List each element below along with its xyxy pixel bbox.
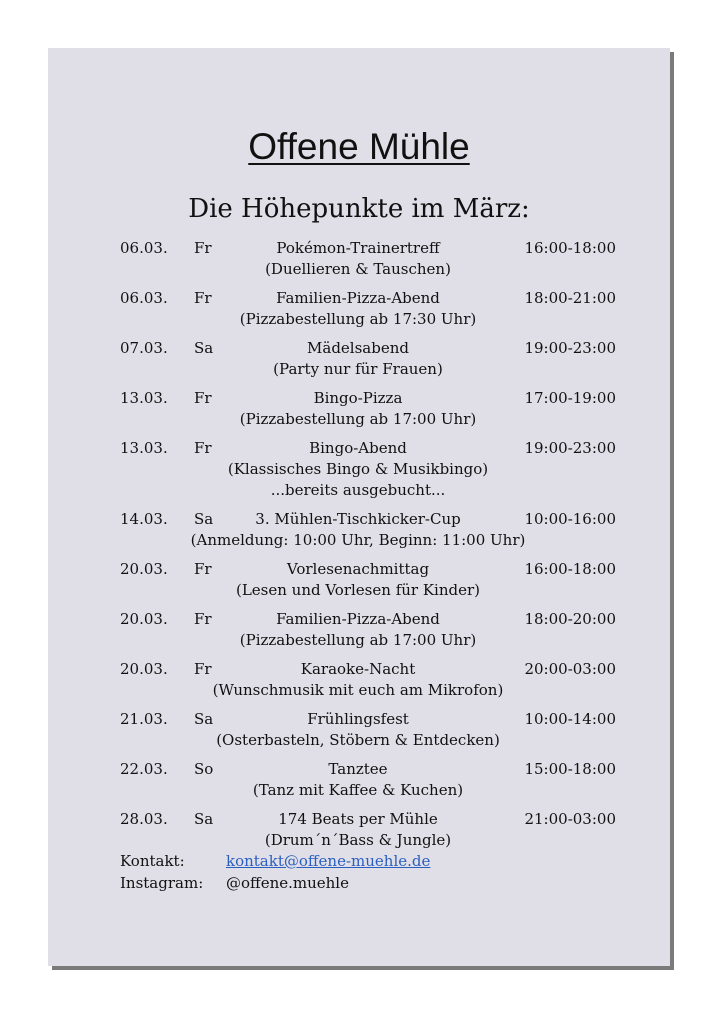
event-description: (Drum´n´Bass & Jungle) — [264, 831, 452, 849]
event-date: 06.03. — [120, 289, 168, 307]
event-day: Sa — [194, 710, 214, 728]
event-day: Sa — [194, 810, 214, 828]
event-row — [120, 388, 616, 430]
event-row — [120, 438, 616, 501]
event-name: Tanztee — [328, 760, 388, 778]
event-row — [120, 338, 616, 380]
event-row — [120, 809, 616, 851]
event-day: Sa — [194, 510, 214, 528]
event-day: So — [194, 760, 214, 778]
contact-instagram-handle: @offene.muehle — [226, 874, 349, 892]
event-date: 13.03. — [120, 389, 168, 407]
event-day: Fr — [194, 439, 212, 457]
event-time: 18:00-20:00 — [524, 610, 616, 628]
event-time: 18:00-21:00 — [524, 289, 616, 307]
event-time: 19:00-23:00 — [524, 439, 616, 457]
event-row — [120, 509, 616, 551]
event-list — [120, 238, 616, 859]
event-description: (Pizzabestellung ab 17:00 Uhr) — [239, 631, 477, 649]
event-row — [120, 709, 616, 751]
event-day: Fr — [194, 239, 212, 257]
event-description: (Pizzabestellung ab 17:30 Uhr) — [239, 310, 477, 328]
event-name: Pokémon-Trainertreff — [276, 239, 440, 257]
event-name: Karaoke-Nacht — [300, 660, 416, 678]
event-name: Familien-Pizza-Abend — [276, 610, 440, 628]
event-date: 20.03. — [120, 660, 168, 678]
event-day: Fr — [194, 389, 212, 407]
event-note: ...bereits ausgebucht... — [270, 481, 446, 499]
event-description: (Lesen und Vorlesen für Kinder) — [235, 581, 481, 599]
event-date: 22.03. — [120, 760, 168, 778]
event-row — [120, 609, 616, 651]
event-description: (Party nur für Frauen) — [273, 360, 443, 378]
event-name: Bingo-Pizza — [313, 389, 403, 407]
event-day: Fr — [194, 610, 212, 628]
event-date: 07.03. — [120, 339, 168, 357]
event-time: 10:00-14:00 — [524, 710, 616, 728]
event-day: Fr — [194, 289, 212, 307]
event-date: 06.03. — [120, 239, 168, 257]
event-description: (Anmeldung: 10:00 Uhr, Beginn: 11:00 Uhr) — [190, 531, 526, 549]
event-date: 20.03. — [120, 610, 168, 628]
event-row — [120, 559, 616, 601]
event-time: 15:00-18:00 — [524, 760, 616, 778]
flyer-page — [48, 48, 670, 966]
event-day: Sa — [194, 339, 214, 357]
event-name: Vorlesenachmittag — [286, 560, 430, 578]
event-time: 16:00-18:00 — [524, 560, 616, 578]
event-time: 20:00-03:00 — [524, 660, 616, 678]
page-title: Offene Mühle — [248, 126, 470, 167]
event-time: 19:00-23:00 — [524, 339, 616, 357]
event-row — [120, 759, 616, 801]
event-description: (Osterbasteln, Stöbern & Entdecken) — [216, 731, 500, 749]
event-name: 3. Mühlen-Tischkicker-Cup — [255, 510, 461, 528]
contact-email-link[interactable]: kontakt@offene-muehle.de — [226, 852, 431, 870]
event-row — [120, 288, 616, 330]
page-subtitle: Die Höhepunkte im März: — [188, 194, 530, 224]
event-description: (Pizzabestellung ab 17:00 Uhr) — [239, 410, 477, 428]
event-time: 21:00-03:00 — [524, 810, 616, 828]
event-row — [120, 238, 616, 280]
event-time: 16:00-18:00 — [524, 239, 616, 257]
event-description: (Wunschmusik mit euch am Mikrofon) — [212, 681, 504, 699]
event-row — [120, 659, 616, 701]
contact-email-label: Kontakt: — [120, 852, 185, 870]
event-date: 21.03. — [120, 710, 168, 728]
event-day: Fr — [194, 660, 212, 678]
event-name: Familien-Pizza-Abend — [276, 289, 440, 307]
event-date: 20.03. — [120, 560, 168, 578]
event-name: Frühlingsfest — [307, 710, 409, 728]
event-date: 14.03. — [120, 510, 168, 528]
event-date: 13.03. — [120, 439, 168, 457]
contact-instagram-label: Instagram: — [120, 874, 204, 892]
event-description: (Tanz mit Kaffee & Kuchen) — [252, 781, 464, 799]
event-time: 17:00-19:00 — [524, 389, 616, 407]
event-description: (Duellieren & Tauschen) — [265, 260, 451, 278]
event-name: Mädelsabend — [307, 339, 409, 357]
event-date: 28.03. — [120, 810, 168, 828]
event-name: Bingo-Abend — [309, 439, 407, 457]
event-name: 174 Beats per Mühle — [278, 810, 438, 828]
event-day: Fr — [194, 560, 212, 578]
event-time: 10:00-16:00 — [524, 510, 616, 528]
event-description: (Klassisches Bingo & Musikbingo) — [227, 460, 489, 478]
